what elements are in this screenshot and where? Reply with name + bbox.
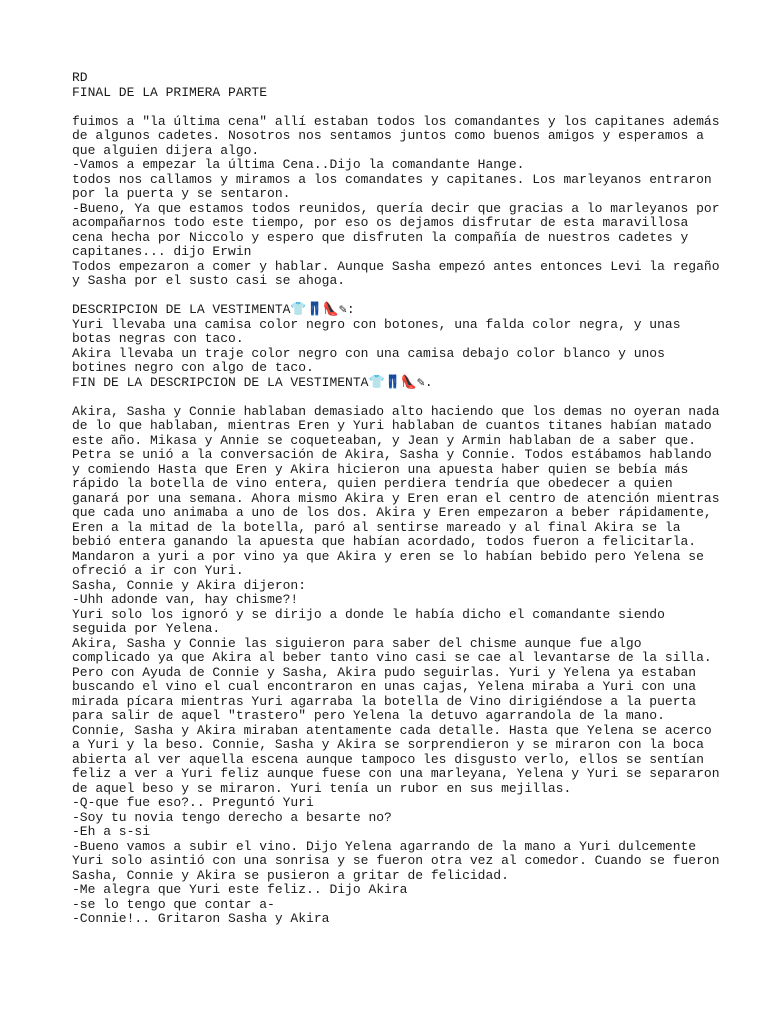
text-line: -Eh a s-si [72,824,151,839]
text-line: Mandaron a yuri a por vino ya que Akira y eren se lo habían bebido pero Yelena se [72,548,704,564]
text-line: cena hecha por Niccolo y espero que disfruten la compañía de nuestros cadetes y [72,229,689,245]
text-line: -Vamos a empezar la última Cena..Dijo la comandante Hange. [72,157,525,172]
text-line: DESCRIPCION DE LA VESTIMENTA👕👖👠✎: [72,302,355,317]
text-line: -Bueno vamos a subir el vino. Dijo Yelena agarrando de la mano a Yuri dulcemente [72,838,697,854]
text-line: Yuri solo asintió con una sonrisa y se fueron otra vez al comedor. Cuando se fueron [72,853,720,868]
text-line: Akira, Sasha y Connie las siguieron para saber del chisme aunque fue algo [72,635,642,651]
text-line: Todos empezaron a comer y hablar. Aunque Sasha empezó antes entonces Levi la regaño [72,258,720,274]
text-line: a Yuri y la beso. Connie, Sasha y Akira se sorprendieron y se miraron con la boca [72,737,704,752]
text-line: Eren a la mitad de la botella, paró al sentirse mareado y al final Akira se la [72,519,681,535]
text-line: complicado ya que Akira al beber tanto vino casi se cae al levantarse de la silla. [72,650,712,665]
text-line: FIN DE LA DESCRIPCION DE LA VESTIMENTA👕👖👠✎. [72,374,433,390]
text-line: que alguien dijera algo. [72,142,260,158]
text-line: botines negro con algo de taco. [72,360,314,375]
text-line: fuimos a "la última cena" allí estaban todos los comandantes y los capitanes además [72,113,720,129]
text-line: todos nos callamos y miramos a los comandates y capitanes. Los marleyanos entraron [72,171,712,187]
text-line: Connie, Sasha y Akira miraban atentamente cada detalle. Hasta que Yelena se acerco [72,722,712,738]
text-line [72,390,712,405]
text-line: Yuri solo los ignoró y se dirijo a donde le había dicho el comandante siendo [72,606,665,622]
text-line: Akira, Sasha y Connie hablaban demasiado alto haciendo que los demas no oyeran nada [72,403,720,419]
text-line [72,289,712,304]
document-body [72,70,720,927]
text-line: ofreció a ir con Yuri. [72,563,244,578]
text-line: acompañarnos todo este tiempo, por eso os dejamos disfrutar de esta maravillosa [72,215,689,230]
text-line: -Connie!.. Gritaron Sasha y Akira [72,911,330,926]
text-line: -Me alegra que Yuri este feliz.. Dijo Akira [72,882,408,897]
text-line: este año. Mikasa y Annie se coqueteaban, y Jean y Armin hablaban de a saber que. [72,432,697,448]
text-line: Akira llevaba un traje color negro con una camisa debajo color blanco y unos [72,345,665,361]
text-line: buscando el vino el cual encontraron en unas cajas, Yelena miraba a Yuri con una [72,679,697,694]
text-line: botas negras con taco. [72,331,244,346]
text-line: rápido la botella de vino entera, quien perdiera tendría que obedecer a quien [72,476,673,491]
text-line: abierta al ver aquella escena aunque tampoco les disgusto verlo, ellos se sentían [72,751,704,767]
text-line: capitanes... dijo Erwin [72,244,252,259]
text-line: feliz a ver a Yuri feliz aunque fuese con una marleyana, Yelena y Yuri se separaron [72,766,720,781]
text-line: Sasha, Connie y Akira se pusieron a gritar de felicidad. [72,867,509,883]
text-line: FINAL DE LA PRIMERA PARTE [72,84,268,100]
text-line: mirada pícara mientras Yuri agarraba la botella de Vino dirigiéndose a la puerta [72,693,697,709]
text-line: ganará por una semana. Ahora mismo Akira y Eren eran el centro de atención mientras [72,490,720,506]
text-line: y comiendo Hasta que Eren y Akira hicieron una apuesta haber quien se bebía más [72,461,689,477]
text-line: bebió entera ganando la apuesta que habían acordado, todos fueron a felicitarla. [72,534,697,549]
text-line: Sasha, Connie y Akira dijeron: [72,577,307,593]
text-line: seguida por Yelena. [72,621,221,636]
text-line: -Soy tu novia tengo derecho a besarte no? [72,809,392,825]
text-line [72,100,712,115]
text-line: RD [72,70,88,85]
text-line: de aquel beso y se miraron. Yuri tenía un rubor en sus mejillas. [72,780,572,796]
text-line: -Bueno, Ya que estamos todos reunidos, quería decir que gracias a lo marleyanos por [72,200,720,216]
text-line: y Sasha por el susto casi se ahoga. [72,273,346,288]
text-line: Yuri llevaba una camisa color negro con botones, una falda color negra, y unas [72,316,681,332]
text-line: para salir de aquel "trastero" pero Yelena la detuvo agarrandola de la mano. [72,708,665,723]
text-line: por la puerta y se sentaron. [72,186,291,201]
text-line: de algunos cadetes. Nosotros nos sentamos juntos como buenos amigos y esperamos a [72,128,704,143]
text-line: Pero con Ayuda de Connie y Sasha, Akira pudo seguirlas. Yuri y Yelena ya estaban [72,664,697,680]
text-line: de lo que hablaban, mientras Eren y Yuri hablaban de cuantos titanes habían matado [72,418,712,433]
text-line: que cada uno animaba a uno de los dos. Akira y Eren empezaron a beber rápidamente, [72,505,712,520]
text-line: Petra se unió a la conversación de Akira, Sasha y Connie. Todos estábamos hablando [72,447,712,462]
text-line: -se lo tengo que contar a- [72,896,275,912]
text-line: -Uhh adonde van, hay chisme?! [72,592,299,607]
text-line: -Q-que fue eso?.. Preguntó Yuri [72,795,314,810]
